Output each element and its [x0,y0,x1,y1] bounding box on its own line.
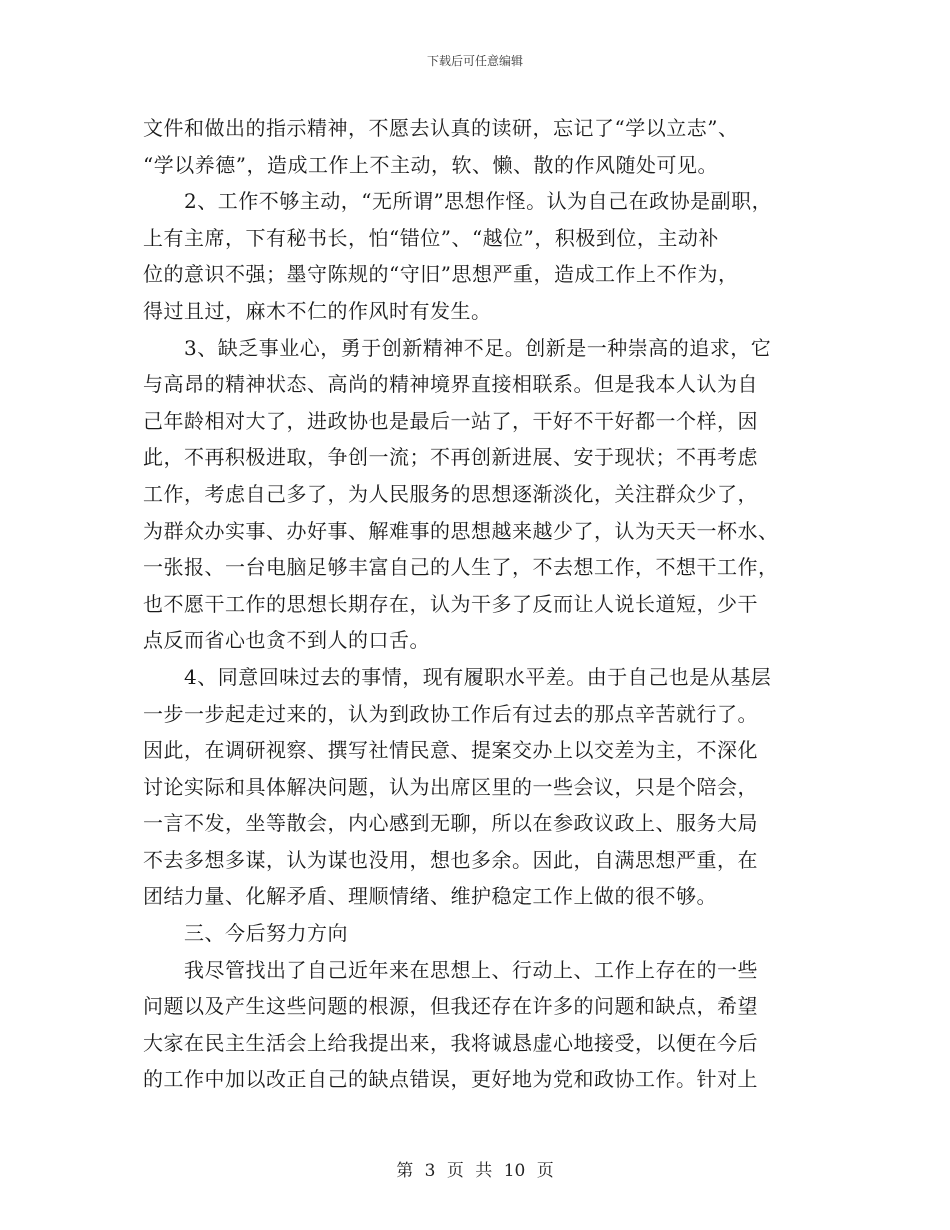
page-footer: 第 3 页 共 10 页 [396,1161,554,1181]
text-line: 讨论实际和具体解决问题，认为出席区里的一些会议，只是个陪会， [143,774,758,799]
text-line: 上有主席，下有秘书长，怕“错位”、“越位”，积极到位，主动补 [143,225,719,250]
text-line: 一步一步起走过来的，认为到政协工作后有过去的那点辛苦就行了。 [143,701,758,726]
text-line: 我尽管找出了自己近年来在思想上、行动上、工作上存在的一些 [143,957,758,982]
text-line: 此，不再积极进取，争创一流；不再创新进展、安于现状；不再考虑 [143,445,758,470]
text-line: 4、同意回味过去的事情，现有履职水平差。由于自己也是从基层 [143,664,772,689]
text-line: 因此，在调研视察、撰写社情民意、提案交办上以交差为主，不深化 [143,738,758,763]
text-line: 3、缺乏事业心，勇于创新精神不足。创新是一种崇高的追求，它 [143,335,772,360]
text-line: 己年龄相对大了，进政协也是最后一站了，干好不干好都一个样，因 [143,408,758,433]
text-line: “学以养德”，造成工作上不主动，软、懒、散的作风随处可见。 [143,152,718,177]
text-line: 一言不发，坐等散会，内心感到无聊，所以在参政议政上、服务大局 [143,811,758,836]
text-line: 2、工作不够主动，“无所谓”思想作怪。认为自己在政协是副职， [143,189,773,214]
text-line: 团结力量、化解矛盾、理顺情绪、维护稳定工作上做的很不够。 [143,884,717,909]
text-line: 文件和做出的指示精神，不愿去认真的读研，忘记了“学以立志”、 [143,116,739,140]
text-line: 工作，考虑自己多了，为人民服务的思想逐渐淡化，关注群众少了， [143,481,758,506]
body-text [143,110,823,1098]
text-line: 一张报、一台电脑足够丰富自己的人生了，不去想工作，不想干工作， [143,555,779,580]
text-line: 得过且过，麻木不仁的作风时有发生。 [143,298,492,323]
text-line: 问题以及产生这些问题的根源，但我还存在许多的问题和缺点，希望 [143,994,758,1019]
text-line: 大家在民主生活会上给我提出来，我将诚恳虚心地接受，以便在今后 [143,1030,758,1055]
text-line: 位的意识不强；墨守陈规的“守旧”思想严重，造成工作上不作为， [143,262,739,287]
page-header: 下载后可任意编辑 [426,54,523,68]
text-line: 的工作中加以改正自己的缺点错误，更好地为党和政协工作。针对上 [143,1067,758,1092]
text-line: 与高昂的精神状态、高尚的精神境界直接相联系。但是我本人认为自 [143,372,758,397]
section-heading: 三、今后努力方向 [143,921,348,946]
text-line: 点反而省心也贪不到人的口舌。 [143,628,430,653]
text-line: 不去多想多谋，认为谋也没用，想也多余。因此，自满思想严重，在 [143,847,758,872]
text-line: 也不愿干工作的思想长期存在，认为干多了反而让人说长道短，少干 [143,591,758,616]
text-line: 为群众办实事、办好事、解难事的思想越来越少了，认为天天一杯水、 [143,518,779,543]
